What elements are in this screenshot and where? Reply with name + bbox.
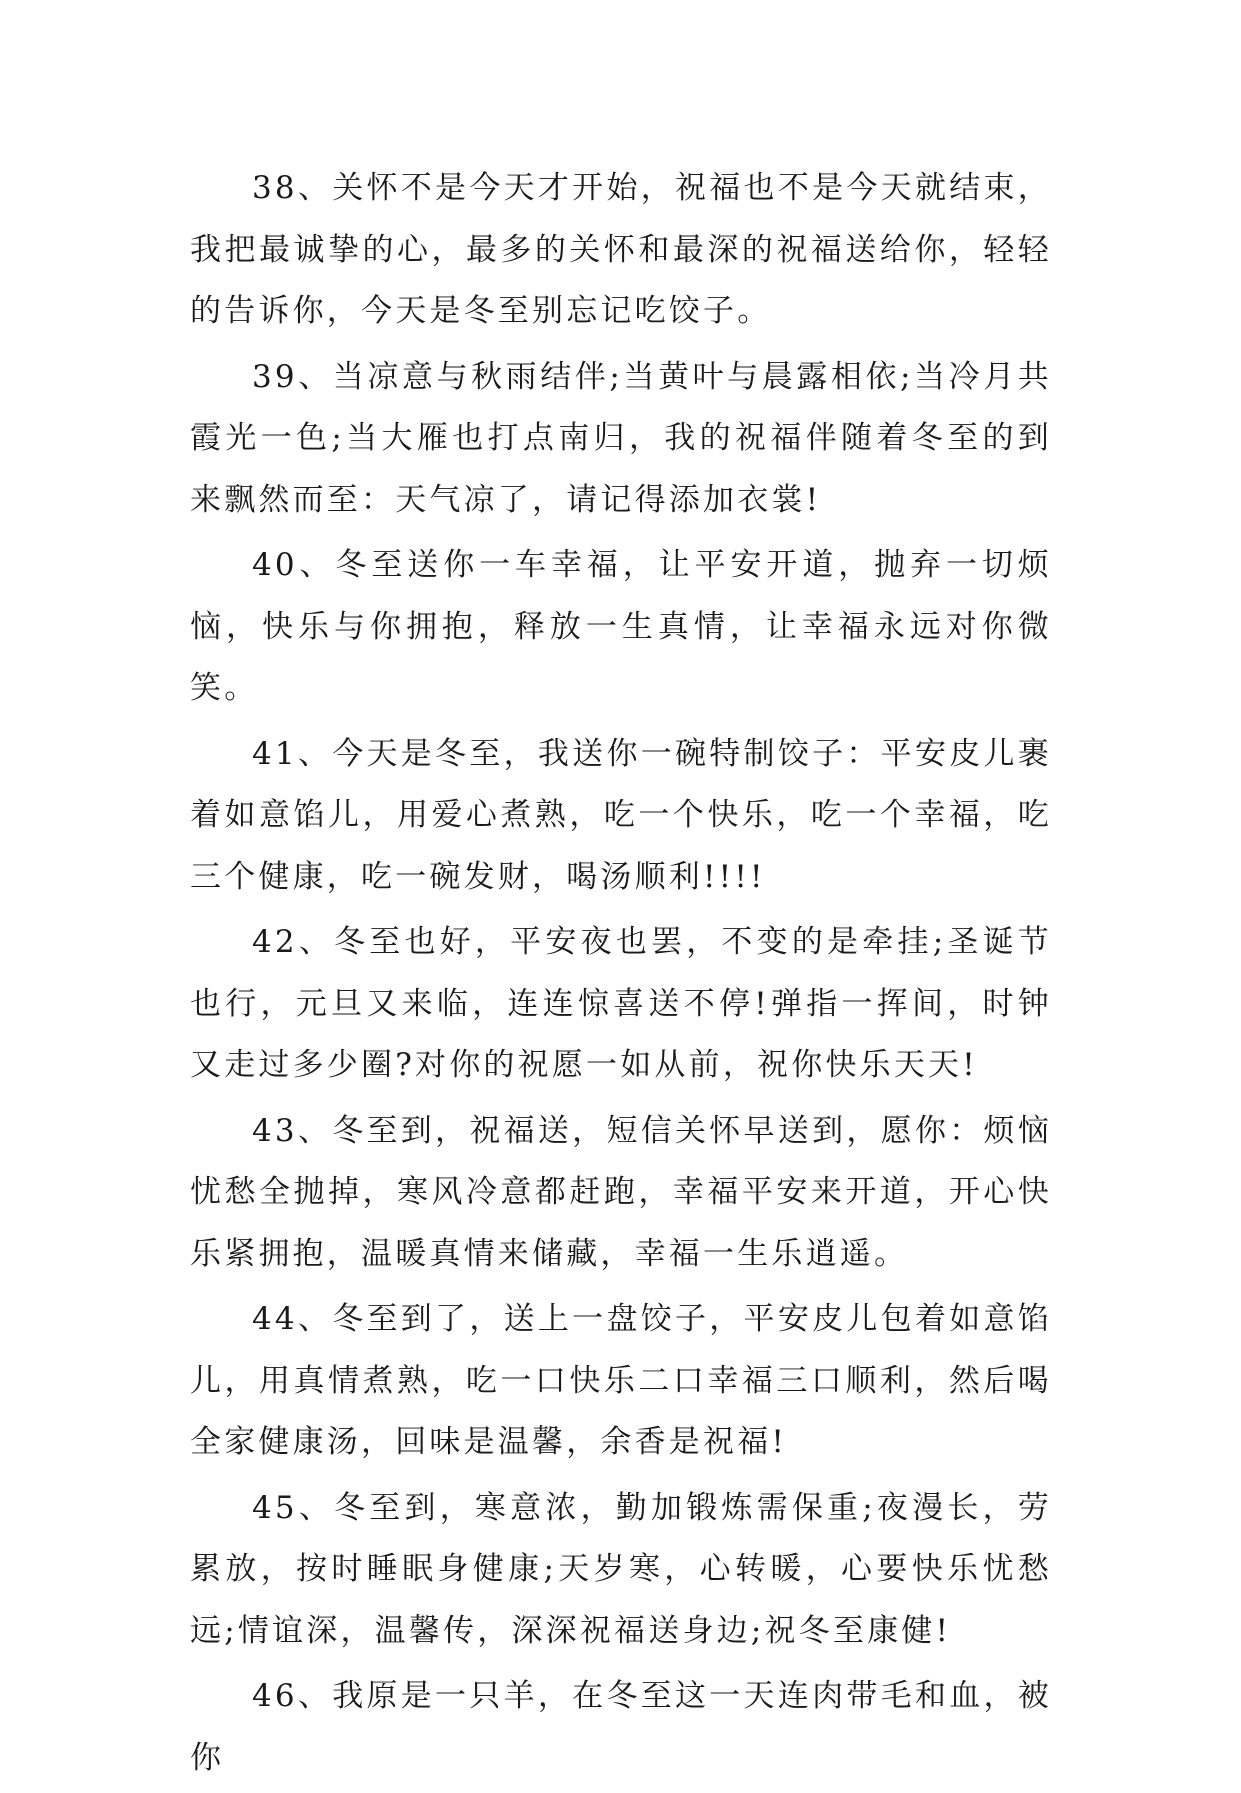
paragraph-42: 42、冬至也好，平安夜也罢，不变的是牵挂;圣诞节也行，元旦又来临，连连惊喜送不停!弹指一挥间，时钟又走过多少圈?对你的祝愿一如从前，祝你快乐天天! — [190, 924, 1052, 1083]
paragraph-44: 44、冬至到了，送上一盘饺子，平安皮儿包着如意馅儿，用真情煮熟，吃一口快乐二口幸福三口顺利，然后喝全家健康汤，回味是温馨，余香是祝福! — [190, 1301, 1052, 1460]
paragraph-38: 38、关怀不是今天才开始，祝福也不是今天就结束，我把最诚挚的心，最多的关怀和最深的祝福送给你，轻轻的告诉你，今天是冬至别忘记吃饺子。 — [190, 170, 1052, 329]
paragraph-41: 41、今天是冬至，我送你一碗特制饺子：平安皮儿裹着如意馅儿，用爱心煮熟，吃一个快乐，吃一个幸福，吃三个健康，吃一碗发财，喝汤顺利!!!! — [190, 735, 1052, 895]
paragraph-46: 46、我原是一只羊，在冬至这一天连肉带毛和血，被你 — [190, 1678, 1052, 1776]
paragraph-45: 45、冬至到，寒意浓，勤加锻炼需保重;夜漫长，劳累放，按时睡眠身健康;天岁寒，心转暖，心要快乐忧愁远;情谊深，温馨传，深深祝福送身边;祝冬至康健! — [190, 1489, 1052, 1649]
paragraph-43: 43、冬至到，祝福送，短信关怀早送到，愿你：烦恼忧愁全抛掉，寒风冷意都赶跑，幸福平安来开道，开心快乐紧拥抱，温暖真情来储藏，幸福一生乐逍遥。 — [190, 1112, 1052, 1272]
paragraph-39: 39、当凉意与秋雨结伴;当黄叶与晨露相依;当冷月共霞光一色;当大雁也打点南归，我的祝福伴随着冬至的到来飘然而至：天气凉了，请记得添加衣裳! — [190, 358, 1052, 518]
document-body — [190, 158, 1052, 1793]
paragraph-40: 40、冬至送你一车幸福，让平安开道，抛弃一切烦恼，快乐与你拥抱，释放一生真情，让幸福永远对你微笑。 — [190, 547, 1052, 706]
